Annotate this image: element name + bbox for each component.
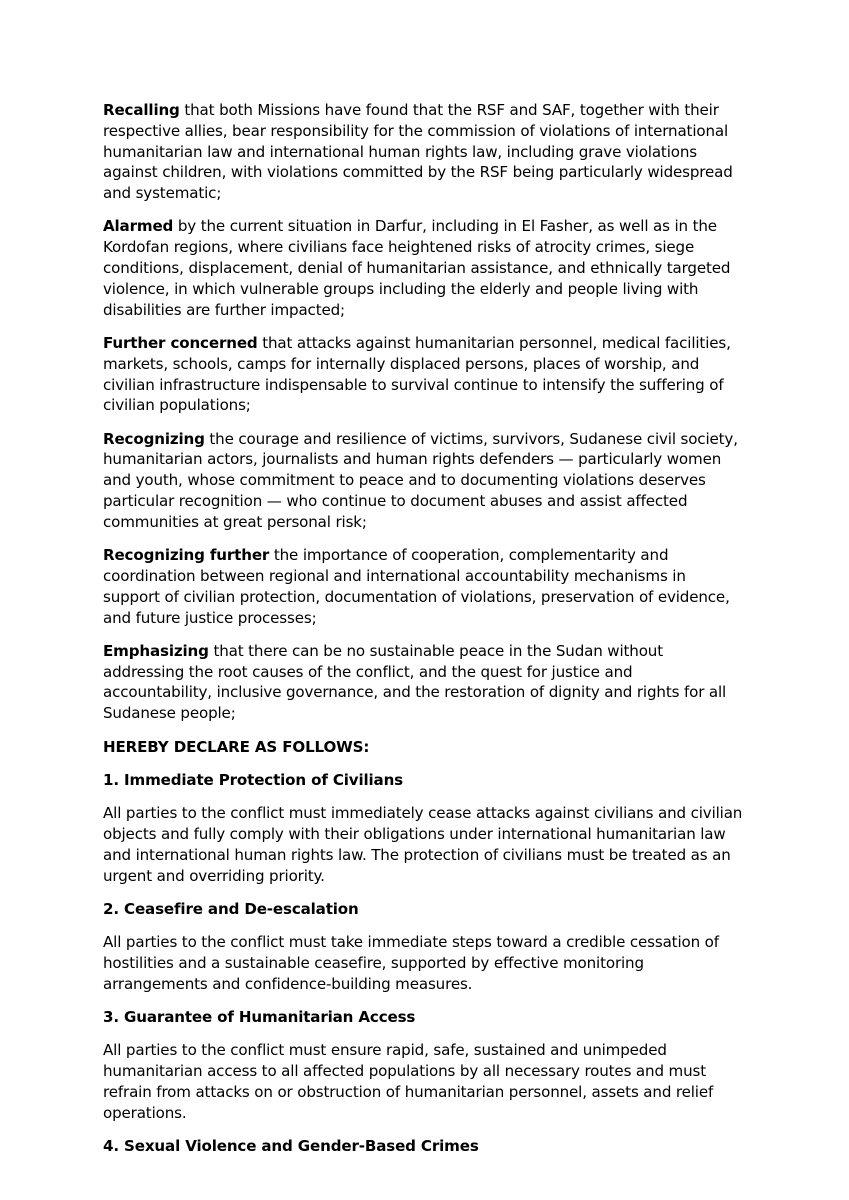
paragraph-text: the importance of cooperation, complementarity and coordination between regional and international accountability mechanisms in support of civilian protection, documentation of violations, preservation of evidence, and future justice processes; (103, 546, 730, 627)
section-heading-1: 1. Immediate Protection of Civilians (103, 770, 404, 789)
preamble-paragraph-recognizing (103, 429, 745, 533)
section-heading-3: 3. Guarantee of Humanitarian Access (103, 1007, 416, 1026)
preamble-paragraph-emphasizing (103, 641, 745, 724)
section-body-2: All parties to the conflict must take immediate steps toward a credible cessation of hostilities and a sustainable ceasefire, supported by effective monitoring arrangements and confidence-building measures. (103, 933, 719, 993)
paragraph-lead: Recognizing (103, 429, 205, 448)
paragraph-lead: Further concerned (103, 333, 258, 352)
paragraph-lead: Recalling (103, 101, 180, 119)
document-page (103, 100, 745, 1169)
preamble-paragraph-recognizing-further (103, 545, 745, 628)
preamble-paragraph-recalling (103, 100, 745, 204)
paragraph-text: that attacks against humanitarian personnel, medical facilities, markets, schools, camps for internally displaced persons, places of worship, and civilian infrastructure indispensable to survival continue to intensify the suffering of civilian populations; (103, 333, 731, 415)
paragraph-text: by the current situation in Darfur, including in El Fasher, as well as in the Kordofan regions, where civilians face heightened risks of atrocity crimes, siege conditions, displacement, denial of humanitarian assistance, and ethnically targeted violence, in which vulnerable groups including the elderly and people living with disabilities are further impacted; (103, 217, 731, 319)
section-heading-2: 2. Ceasefire and De-escalation (103, 899, 359, 918)
section-body-3: All parties to the conflict must ensure rapid, safe, sustained and unimpeded humanitarian access to all affected populations by all necessary routes and must refrain from attacks on or obstruction of humanitarian personnel, assets and relief operations. (103, 1041, 714, 1122)
paragraph-lead: Emphasizing (103, 641, 209, 660)
paragraph-text: that both Missions have found that the RSF and SAF, together with their respective allies, bear responsibility for the commission of violations of international humanitarian law and international human rights law, including grave violations against children, with violations committed by the RSF being particularly widespread and systematic; (103, 101, 733, 203)
declaration-heading: HEREBY DECLARE AS FOLLOWS: (103, 737, 370, 756)
paragraph-text: that there can be no sustainable peace in the Sudan without addressing the root causes of the conflict, and the quest for justice and accountability, inclusive governance, and the restoration of dignity and rights for all Sudanese people; (103, 641, 727, 723)
paragraph-text: the courage and resilience of victims, survivors, Sudanese civil society, humanitarian actors, journalists and human rights defenders — particularly women and youth, whose commitment to peace and to documenting violations deserves particular recognition — who continue to document abuses and assist affected communities at great personal risk; (103, 429, 738, 531)
section-heading-4: 4. Sexual Violence and Gender-Based Crimes (103, 1136, 479, 1155)
section-body-1: All parties to the conflict must immediately cease attacks against civilians and civilian objects and fully comply with their obligations under international humanitarian law and international human rights law. The protection of civilians must be treated as an urgent and overriding priority. (103, 804, 743, 885)
paragraph-lead: Alarmed (103, 217, 174, 236)
preamble-paragraph-alarmed (103, 216, 745, 320)
preamble-paragraph-further-concerned (103, 333, 745, 416)
paragraph-lead: Recognizing further (103, 546, 270, 565)
